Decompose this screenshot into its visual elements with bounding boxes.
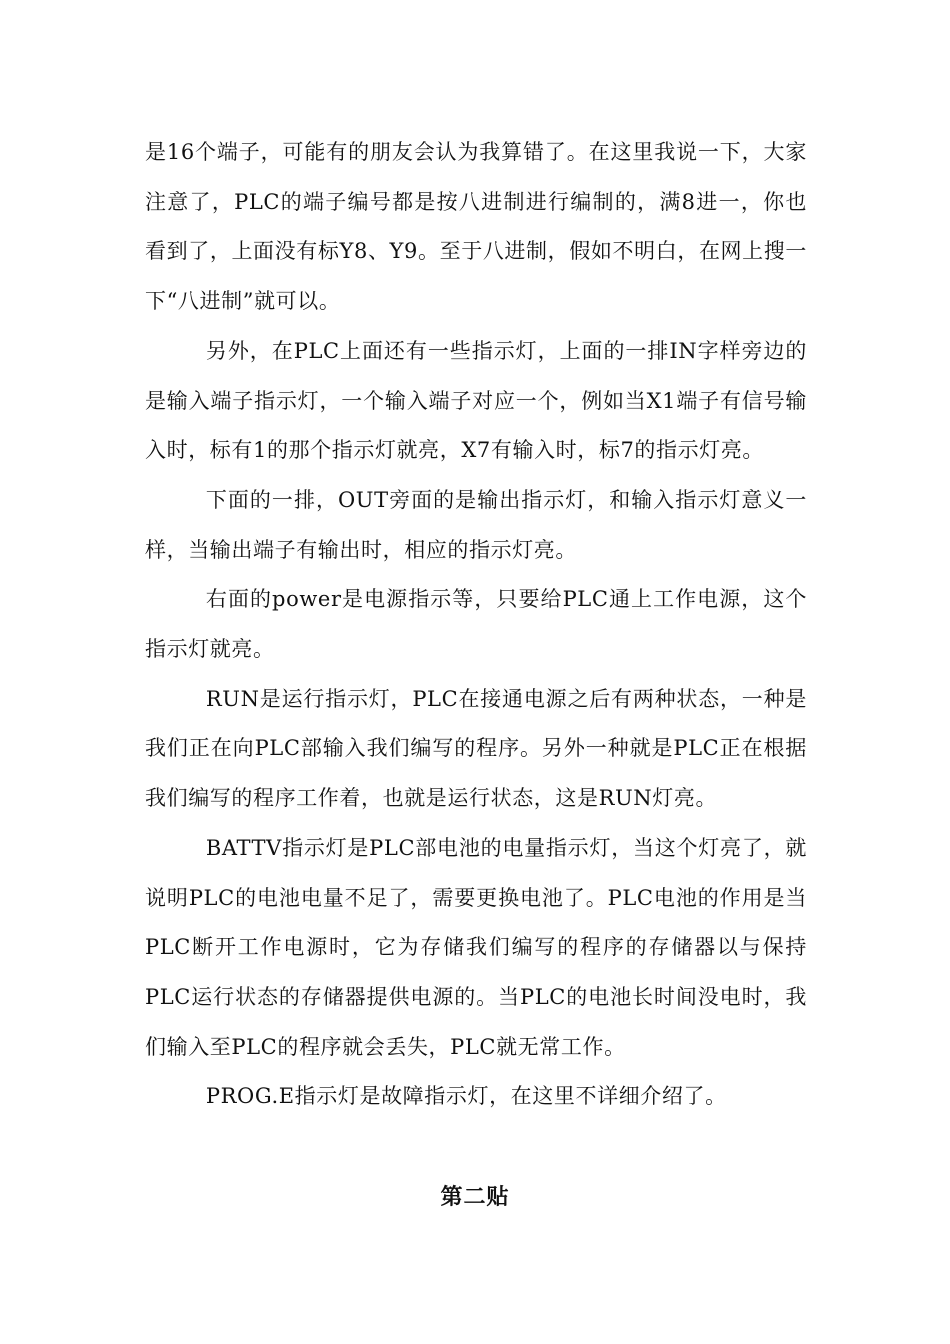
- body-text: [145, 128, 807, 1122]
- paragraph-output-indicators: 下面的一排，OUT旁面的是输出指示灯，和输入指示灯意义一样，当输出端子有输出时，相应的指示灯亮。: [145, 487, 807, 562]
- paragraph-input-indicators: 另外，在PLC上面还有一些指示灯，上面的一排IN字样旁边的是输入端子指示灯，一个输入端子对应一个，例如当X1端子有信号输入时，标有1的那个指示灯就亮，X7有输入时，标7的指示灯亮。: [145, 338, 807, 463]
- section-heading: 第二贴: [440, 1184, 510, 1210]
- paragraph-error-indicator: PROG.E指示灯是故障指示灯，在这里不详细介绍了。: [205, 1084, 727, 1109]
- paragraph-run-indicator: RUN是运行指示灯，PLC在接通电源之后有两种状态，一种是我们正在向PLC部输入我们编写的程序。另外一种就是PLC正在根据我们编写的程序工作着，也就是运行状态，这是RUN灯亮。: [145, 686, 807, 811]
- paragraph-battery-indicator: BATTV指示灯是PLC部电池的电量指示灯，当这个灯亮了，就说明PLC的电池电量不足了，需要更换电池了。PLC电池的作用是当PLC断开工作电源时，它为存储我们编写的程序的存储器以与保持PLC运行状态的存储器提供电源的。当PLC的电池长时间没电时，我们输入至PLC的程序就会丢失，PLC就无常工作。: [145, 835, 807, 1059]
- paragraph-terminal-numbering: 是16个端子，可能有的朋友会认为我算错了。在这里我说一下，大家注意了，PLC的端子编号都是按八进制进行编制的，满8进一，你也看到了，上面没有标Y8、Y9。至于八进制，假如不明白，在网上搜一下“八进制”就可以。: [145, 140, 807, 314]
- paragraph-power-indicator: 右面的power是电源指示等，只要给PLC通上工作电源，这个指示灯就亮。: [145, 587, 807, 662]
